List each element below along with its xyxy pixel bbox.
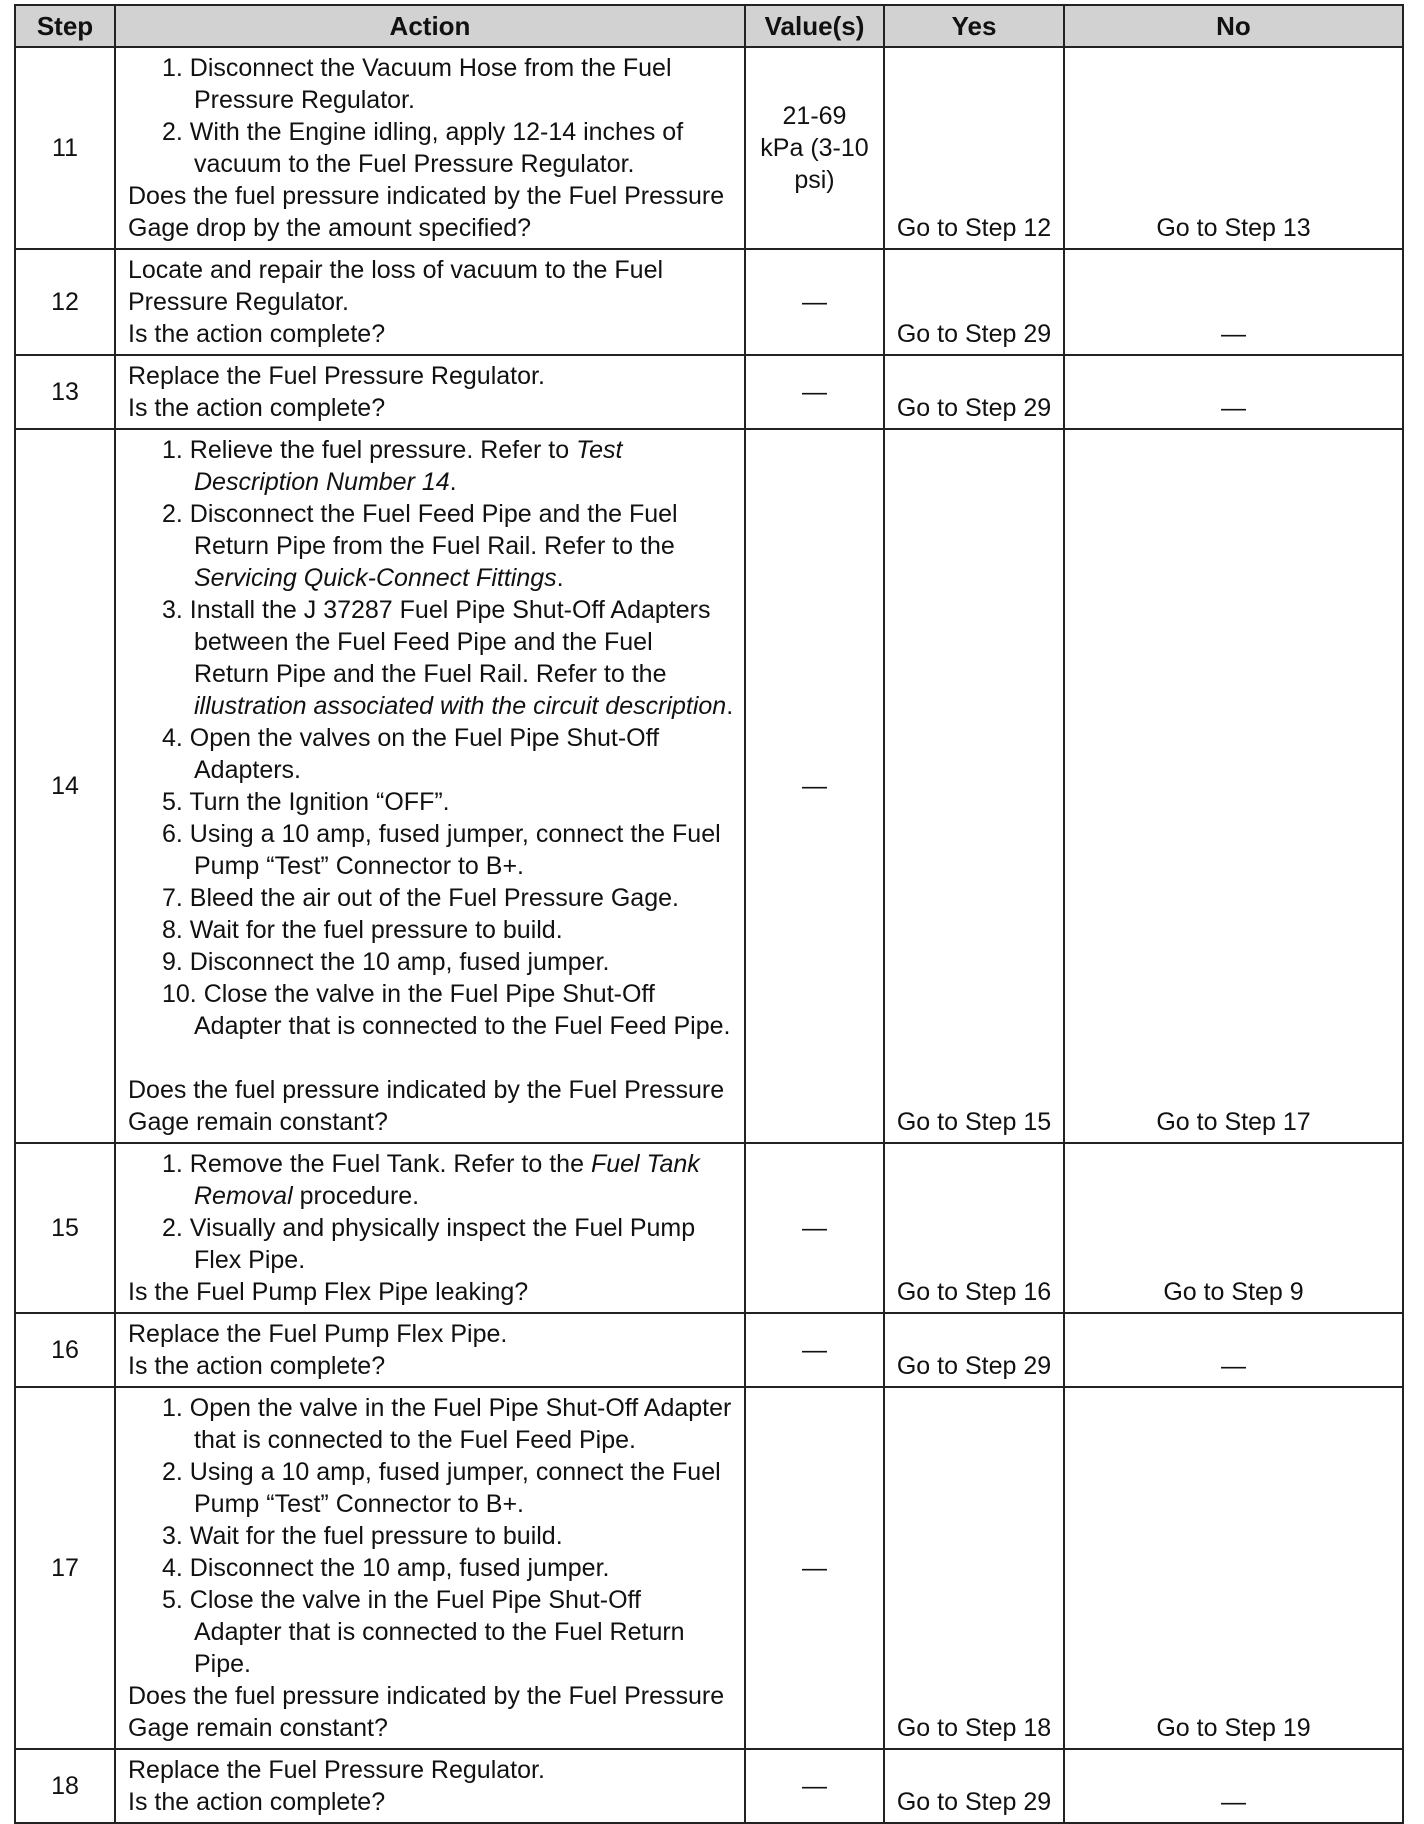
no-header: No: [1064, 5, 1403, 47]
value-cell: —: [745, 355, 884, 429]
table-row: [15, 1749, 1403, 1823]
procedure-item: [154, 52, 734, 116]
diagnostic-table-page: [14, 4, 1402, 1824]
procedure-item: [154, 1456, 734, 1520]
action-question: Does the fuel pressure indicated by the Fuel Pressure Gage remain constant?: [128, 1682, 725, 1742]
procedure-text: 2. Disconnect the Fuel Feed Pipe and the Fuel Return Pipe from the Fuel Rail. Refer to the: [162, 500, 678, 560]
table-body: [15, 47, 1403, 1823]
procedure-item: [154, 1392, 734, 1456]
procedure-item: [154, 498, 734, 594]
step-number-cell: 11: [15, 47, 115, 249]
action-cell: [115, 249, 745, 355]
procedure-text: 3. Wait for the fuel pressure to build.: [162, 1522, 563, 1550]
procedure-text: 9. Disconnect the 10 amp, fused jumper.: [162, 948, 610, 976]
reference-text: Servicing Quick-Connect Fittings: [194, 564, 557, 592]
step-number-cell: 18: [15, 1749, 115, 1823]
procedure-text: .: [556, 564, 564, 592]
action-cell: [115, 429, 745, 1143]
action-cell: [115, 1313, 745, 1387]
procedure-item: [154, 1520, 734, 1552]
yes-cell: Go to Step 12: [884, 47, 1064, 249]
yes-cell: Go to Step 15: [884, 429, 1064, 1143]
procedure-text: 1. Remove the Fuel Tank. Refer to the: [162, 1150, 591, 1178]
value-cell: 21-69 kPa (3-10 psi): [745, 47, 884, 249]
procedure-item: [154, 946, 734, 978]
procedure-item: [154, 116, 734, 180]
action-question: Does the fuel pressure indicated by the Fuel Pressure Gage drop by the amount specified?: [128, 182, 725, 242]
yes-cell: Go to Step 29: [884, 1313, 1064, 1387]
procedure-text: procedure.: [292, 1182, 420, 1210]
action-text: Locate and repair the loss of vacuum to the Fuel Pressure Regulator.: [128, 256, 664, 316]
procedure-item: [154, 1148, 734, 1212]
action-question: Is the Fuel Pump Flex Pipe leaking?: [128, 1278, 529, 1306]
no-cell: Go to Step 13: [1064, 47, 1403, 249]
yes-cell: Go to Step 18: [884, 1387, 1064, 1749]
step-number-cell: 13: [15, 355, 115, 429]
procedure-list: [128, 1148, 734, 1276]
procedure-item: [154, 1584, 734, 1680]
procedure-text: 4. Disconnect the 10 amp, fused jumper.: [162, 1554, 610, 1582]
action-question: Is the action complete?: [128, 1352, 386, 1380]
no-cell: Go to Step 19: [1064, 1387, 1403, 1749]
no-cell: Go to Step 9: [1064, 1143, 1403, 1313]
no-cell: Go to Step 17: [1064, 429, 1403, 1143]
action-question: Does the fuel pressure indicated by the Fuel Pressure Gage remain constant?: [128, 1076, 725, 1136]
table-row: [15, 1143, 1403, 1313]
no-cell: —: [1064, 1313, 1403, 1387]
value-cell: —: [745, 1313, 884, 1387]
procedure-item: [154, 978, 734, 1042]
action-question: Is the action complete?: [128, 1788, 386, 1816]
procedure-item: [154, 434, 734, 498]
step-number-cell: 12: [15, 249, 115, 355]
procedure-text: 6. Using a 10 amp, fused jumper, connect the Fuel Pump “Test” Connector to B+.: [162, 820, 721, 880]
reference-text: illustration associated with the circuit description: [194, 692, 727, 720]
procedure-list: [128, 52, 734, 180]
action-cell: [115, 1143, 745, 1313]
procedure-item: [154, 1212, 734, 1276]
procedure-text: 1. Open the valve in the Fuel Pipe Shut-Off Adapter that is connected to the Fuel Feed Pipe.: [162, 1394, 732, 1454]
procedure-text: 2. Visually and physically inspect the Fuel Pump Flex Pipe.: [162, 1214, 696, 1274]
yes-cell: Go to Step 29: [884, 355, 1064, 429]
action-cell: [115, 1387, 745, 1749]
procedure-text: .: [449, 468, 457, 496]
no-cell: —: [1064, 1749, 1403, 1823]
procedure-list: [128, 434, 734, 1042]
procedure-text: 10. Close the valve in the Fuel Pipe Shut-Off Adapter that is connected to the Fuel Feed Pipe.: [162, 980, 731, 1040]
procedure-text: 2. With the Engine idling, apply 12-14 inches of vacuum to the Fuel Pressure Regulator.: [162, 118, 684, 178]
no-cell: —: [1064, 355, 1403, 429]
table-row: [15, 249, 1403, 355]
step-number-cell: 15: [15, 1143, 115, 1313]
action-cell: [115, 1749, 745, 1823]
reference-text: Test Description Number 14: [194, 436, 623, 496]
step-number-cell: 14: [15, 429, 115, 1143]
procedure-item: [154, 722, 734, 786]
yes-cell: Go to Step 29: [884, 1749, 1064, 1823]
procedure-item: [154, 882, 734, 914]
table-row: [15, 1313, 1403, 1387]
action-text: Replace the Fuel Pressure Regulator.: [128, 362, 545, 390]
value-cell: —: [745, 1387, 884, 1749]
procedure-item: [154, 786, 734, 818]
reference-text: Fuel Tank Removal: [194, 1150, 700, 1210]
yes-header: Yes: [884, 5, 1064, 47]
action-text: Replace the Fuel Pressure Regulator.: [128, 1756, 545, 1784]
procedure-text: 5. Turn the Ignition “OFF”.: [162, 788, 450, 816]
procedure-item: [154, 594, 734, 722]
yes-cell: Go to Step 16: [884, 1143, 1064, 1313]
procedure-item: [154, 1552, 734, 1584]
procedure-text: 5. Close the valve in the Fuel Pipe Shut-Off Adapter that is connected to the Fuel Return Pipe.: [162, 1586, 685, 1678]
step-number-cell: 17: [15, 1387, 115, 1749]
action-question: Is the action complete?: [128, 320, 386, 348]
value-cell: —: [745, 1143, 884, 1313]
procedure-list: [128, 1392, 734, 1680]
table-row: [15, 47, 1403, 249]
action-header: Action: [115, 5, 745, 47]
step-header: Step: [15, 5, 115, 47]
procedure-text: 3. Install the J 37287 Fuel Pipe Shut-Off Adapters between the Fuel Feed Pipe and the Fuel Return Pipe and the Fuel Rail. Refer to the: [162, 596, 711, 688]
procedure-text: 2. Using a 10 amp, fused jumper, connect the Fuel Pump “Test” Connector to B+.: [162, 1458, 721, 1518]
procedure-text: 4. Open the valves on the Fuel Pipe Shut-Off Adapters.: [162, 724, 660, 784]
action-text: Replace the Fuel Pump Flex Pipe.: [128, 1320, 508, 1348]
table-row: [15, 355, 1403, 429]
spacer: [128, 1042, 734, 1074]
action-question: Is the action complete?: [128, 394, 386, 422]
table-row: [15, 1387, 1403, 1749]
procedure-item: [154, 914, 734, 946]
procedure-item: [154, 818, 734, 882]
no-cell: —: [1064, 249, 1403, 355]
procedure-text: .: [726, 692, 734, 720]
procedure-text: 1. Disconnect the Vacuum Hose from the Fuel Pressure Regulator.: [162, 54, 672, 114]
values-header: Value(s): [745, 5, 884, 47]
action-cell: [115, 47, 745, 249]
procedure-text: 8. Wait for the fuel pressure to build.: [162, 916, 563, 944]
header-row: [15, 5, 1403, 47]
value-cell: —: [745, 1749, 884, 1823]
value-cell: —: [745, 429, 884, 1143]
value-cell: —: [745, 249, 884, 355]
diagnostic-table: [14, 4, 1404, 1824]
yes-cell: Go to Step 29: [884, 249, 1064, 355]
procedure-text: 7. Bleed the air out of the Fuel Pressure Gage.: [162, 884, 679, 912]
action-cell: [115, 355, 745, 429]
procedure-text: 1. Relieve the fuel pressure. Refer to: [162, 436, 577, 464]
step-number-cell: 16: [15, 1313, 115, 1387]
table-row: [15, 429, 1403, 1143]
